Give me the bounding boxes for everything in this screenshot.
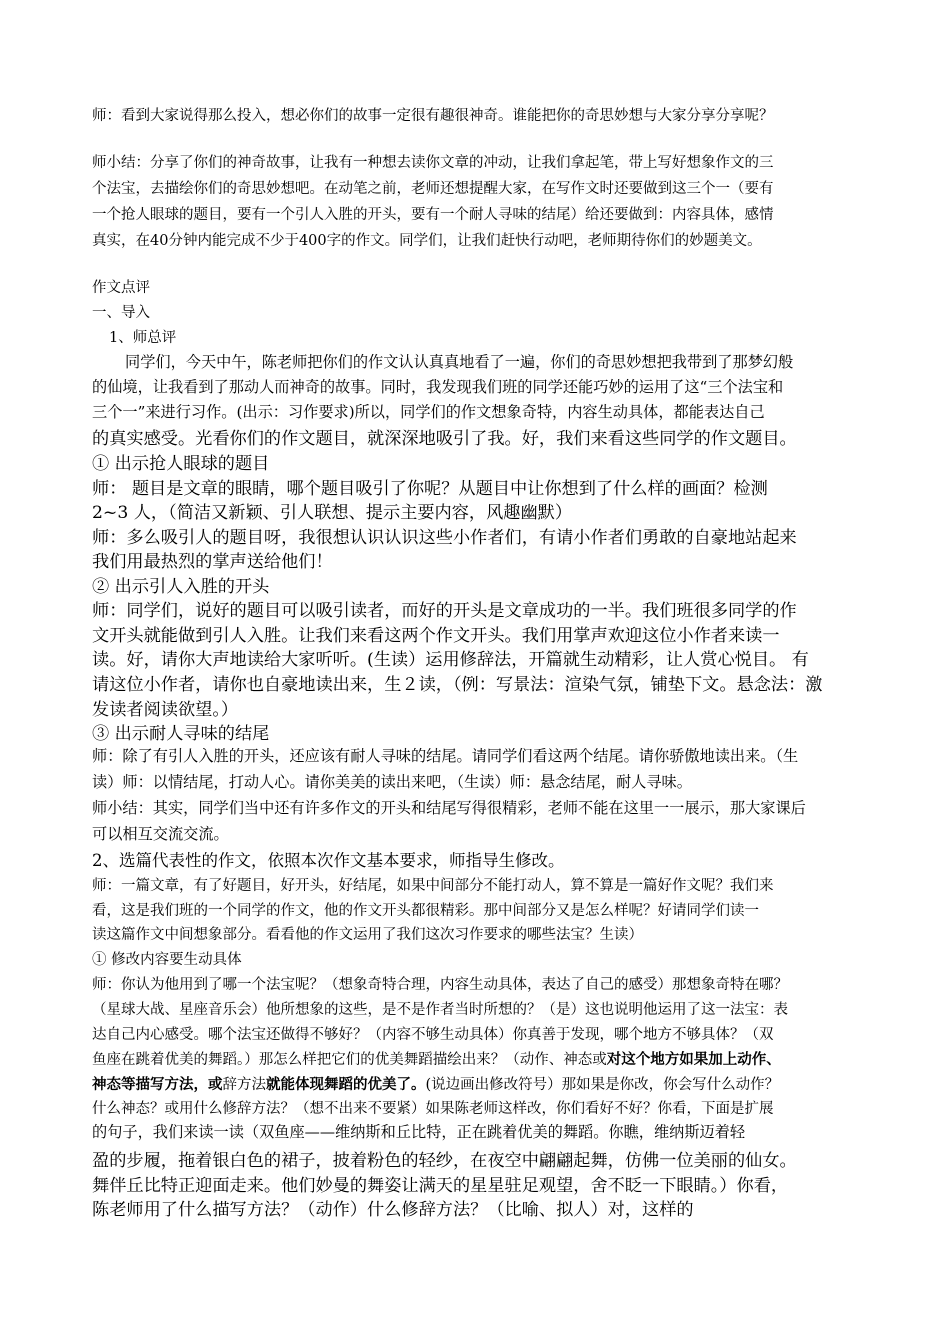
item3-line-2: 读）师：以情结尾，打动人心。请你美美的读出来吧，（生读）师：悬念结尾，耐人寻味。 [92, 773, 692, 791]
general-comment-line-1: 同学们，今天中午，陈老师把你们的作文认认真真地看了一遍，你们的奇思妙想把我带到了那梦幻般 [125, 353, 794, 371]
section-title: 作文点评 [92, 280, 150, 296]
part-two-line-3: 读这篇作文中间想象部分。看看他的作文运用了我们这次习作要求的哪些法宝？生读） [92, 927, 643, 943]
item1-line-4: 我们用最热烈的掌声送给他们！ [92, 552, 333, 572]
item1-line-1: 师： 题目是文章的眼睛，哪个题目吸引了你呢？从题目中让你想到了什么样的画面？检测 [92, 479, 768, 499]
item3-line-4: 可以相互交流交流。 [92, 825, 229, 843]
summary-line-3: 一个抢人眼球的题目，要有一个引人入胜的开头，要有一个耐人寻味的结尾）给还要做到：内容具体，感情 [92, 207, 774, 223]
item2-line-4: 请这位小作者，请你也自豪地读出来，生２读，（例：写景法：渲染气氛，铺垫下文。悬念法：激 [92, 675, 823, 695]
sub-item1-line-1: 师：你认为他用到了哪一个法宝呢？（想象奇特合理，内容生动具体，表达了自己的感受）那想象奇特在哪？ [92, 977, 788, 993]
bold-emphasis-c: 就能体现舞蹈的优美了。 [266, 1076, 426, 1093]
item2-title: ② 出示引人入胜的开头 [92, 577, 270, 597]
item1-line-2: 2~3 人，（简洁又新颖、引人联想、提示主要内容，风趣幽默） [92, 503, 573, 523]
sub-item1-line-6: 什么神态？或用什么修辞方法？（想不出来不要紧）如果陈老师这样改，你们看好不好？你看，下面是扩展 [92, 1101, 774, 1117]
item2-line-2: 文开头就能做到引人入胜。让我们来看这两个作文开头。我们用掌声欢迎这位小作者来读一 [92, 626, 780, 646]
bold-emphasis-b: 神态等描写方法，或 [92, 1076, 223, 1093]
part-two-line-1: 师：一篇文章，有了好题目，好开头，好结尾，如果中间部分不能打动人，算不算是一篇好作文呢？我们来 [92, 878, 774, 894]
item2-line-1: 师：同学们，说好的题目可以吸引读者，而好的开头是文章成功的一半。我们班很多同学的作 [92, 601, 797, 621]
item2-line-5: 发读者阅读欲望。） [92, 700, 239, 720]
sub-item1-line-10: 陈老师用了什么描写方法？（动作）什么修辞方法？（比喻、拟人）对，这样的 [92, 1200, 694, 1220]
summary-line-2: 个法宝，去描绘你们的奇思妙想吧。在动笔之前，老师还想提醒大家，在写作文时还要做到这三个一（要有 [92, 181, 774, 197]
item2-line-3: 读。好，请你大声地读给大家听听。(生读）运用修辞法，开篇就生动精彩，让人赏心悦目。 有 [92, 650, 809, 670]
sub-heading-general-comment: 1、师总评 [109, 330, 177, 346]
general-comment-line-3: 三个一”来进行习作。(出示：习作要求)所以，同学们的作文想象奇特，内容生动具体，都能表达自己 [92, 403, 765, 421]
sub-item1-line-5 [92, 1073, 867, 1094]
bold-emphasis-a: 对这个地方如果加上动作、 [606, 1051, 781, 1068]
sub-item1-line-2: （星球大战、星座音乐会）他所想象的这些，是不是作者当时所想的？（是）这也说明他运用了这一法宝：表 [92, 1002, 788, 1018]
sub-item1-line-7: 的句子，我们来读一读（双鱼座——维纳斯和丘比特，正在跳着优美的舞蹈。你瞧，维纳斯迈着轻 [92, 1123, 746, 1141]
sub-item1-line-4 [92, 1048, 867, 1069]
sub-item1-line-4-start: 鱼座在跳着优美的舞蹈。）那怎么样把它们的优美舞蹈描绘出来？（动作、神态或 [92, 1052, 607, 1068]
sub-item1-title: ① 修改内容要生动具体 [92, 952, 242, 968]
part-one-heading: 一、导入 [92, 305, 150, 321]
item1-line-3: 师：多么吸引人的题目呀，我很想认识认识这些小作者们，有请小作者们勇敢的自豪地站起来 [92, 528, 797, 548]
general-comment-line-2: 的仙境，让我看到了那动人而神奇的故事。同时，我发现我们班的同学还能巧妙的运用了这“三个法宝和 [92, 378, 784, 396]
item3-line-1: 师：除了有引人入胜的开头，还应该有耐人寻味的结尾。请同学们看这两个结尾。请你骄傲地读出来。（生 [92, 747, 799, 765]
sub-item1-line-8: 盈的步履，拖着银白色的裙子，披着粉色的轻纱，在夜空中翩翩起舞，仿佛一位美丽的仙女。 [92, 1151, 797, 1171]
summary-line-1: 师小结：分享了你们的神奇故事，让我有一种想去读你文章的冲动，让我们拿起笔，带上写好想象作文的三 [92, 155, 774, 171]
rhetoric-text: 辞方法 [222, 1077, 266, 1093]
sub-item1-line-3: 达自己内心感受。哪个法宝还做得不够好？（内容不够生动具体）你真善于发现，哪个地方不够具体？（双 [92, 1027, 774, 1043]
after-bold-text: (说边画出修改符号）那如果是你改，你会写什么动作？ [425, 1077, 780, 1093]
summary-line-4: 真实，在40分钟内能完成不少于400字的作文。同学们，让我们赶快行动吧，老师期待你们的妙题美文。 [92, 233, 762, 249]
item3-title: ③ 出示耐人寻味的结尾 [92, 724, 270, 744]
general-comment-line-4: 的真实感受。光看你们的作文题目，就深深地吸引了我。好，我们来看这些同学的作文题目。 [92, 429, 797, 449]
item3-line-3: 师小结：其实，同学们当中还有许多作文的开头和结尾写得很精彩，老师不能在这里一一展示，那大家课后 [92, 799, 806, 817]
part-two-heading: 2、选篇代表性的作文，依照本次作文基本要求，师指导生修改。 [92, 851, 565, 870]
part-two-line-2: 看，这是我们班的一个同学的作文，他的作文开头都很精彩。那中间部分又是怎么样呢？好请同学们读一 [92, 903, 759, 919]
item1-title: ① 出示抢人眼球的题目 [92, 454, 270, 474]
sub-item1-line-9: 舞伴丘比特正迎面走来。他们妙曼的舞姿让满天的星星驻足观望，舍不眨一下眼睛。）你看， [92, 1176, 789, 1196]
intro-line: 师：看到大家说得那么投入，想必你们的故事一定很有趣很神奇。谁能把你的奇思妙想与大家分享分享呢？ [92, 108, 774, 124]
